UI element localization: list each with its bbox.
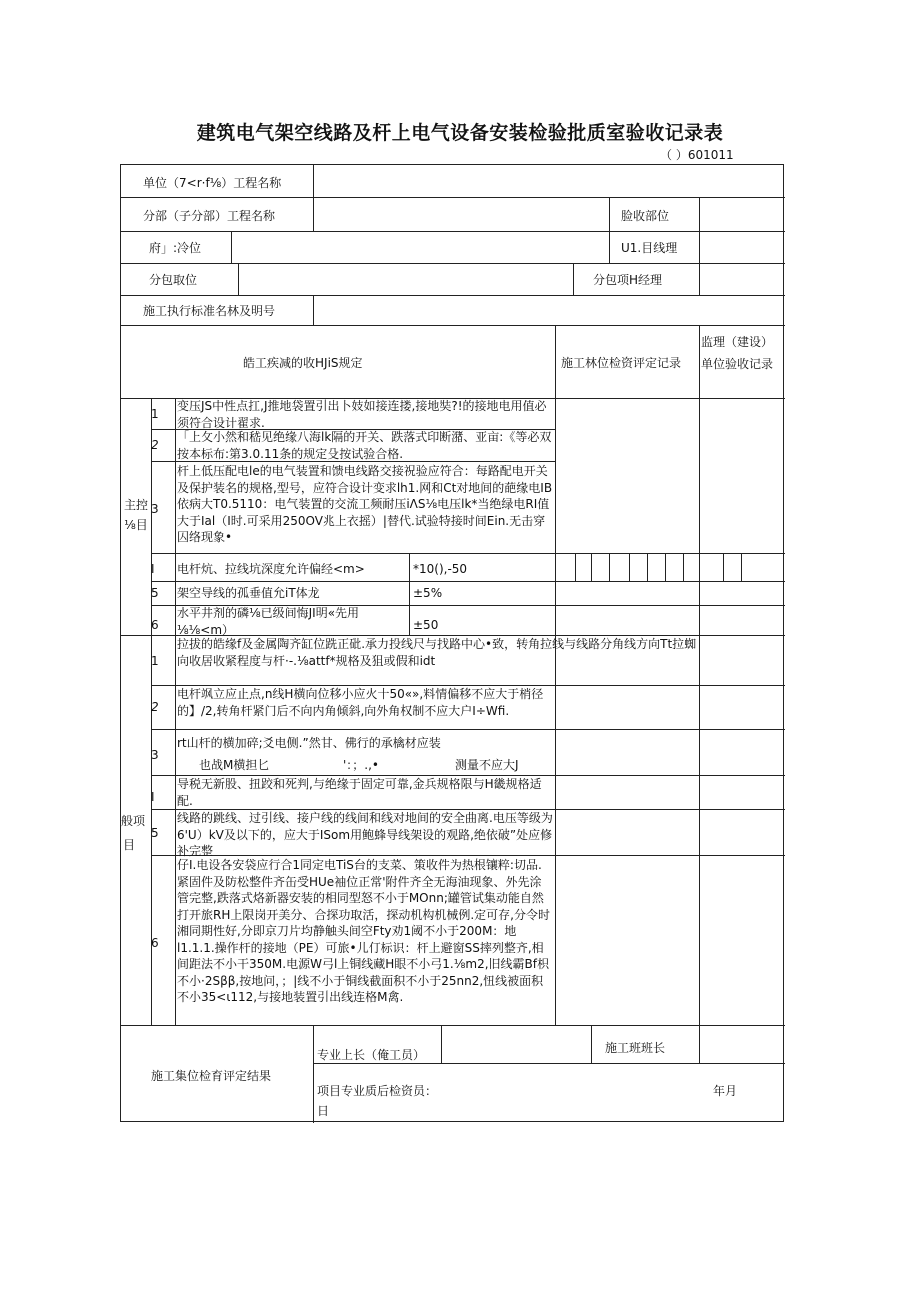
main-section-label: 主控⅛目 <box>123 498 148 532</box>
item-number: 1 <box>151 654 159 668</box>
col-line <box>723 553 724 581</box>
project-manager-label: U1.目线理 <box>621 241 678 255</box>
acceptance-table <box>120 164 784 1122</box>
item-text: 导税无新股、扭跤和死判,与绝缘于固定可靠,金兵规格限与H畿规格适配. <box>177 777 542 808</box>
row-line <box>151 729 785 730</box>
row-line <box>121 325 785 326</box>
col-line <box>699 263 700 295</box>
team-leader-label: 施工班班长 <box>605 1041 666 1055</box>
item-text: 测量不应大J <box>455 758 519 772</box>
col-line <box>699 1025 700 1063</box>
col-line <box>609 197 610 231</box>
col-line <box>231 231 232 263</box>
check-record-column-header: 施工林位检资评定记录 <box>561 356 682 370</box>
unit-project-label: 单位（7<r·f⅛）工程名称 <box>143 176 282 190</box>
quality-inspector-label: 专业上长（俺工员） <box>317 1048 426 1062</box>
col-line <box>699 325 700 1025</box>
sub-project-label: 分部（子分部）工程名称 <box>143 209 276 223</box>
page-title: 建筑电气架空线路及杆上电气设备安装检验批质室验收记录表 <box>196 122 724 144</box>
row-line <box>121 231 785 232</box>
item-number: 2 <box>151 700 159 714</box>
item-text: 电杆炕、拉线坑深度允许偏经<m> <box>177 562 365 576</box>
item-text: 变压JS中性点扛,J推地袋置引出卜妓如接连搂,接地奘?!的接地电用值必须符合设计翟求. <box>177 399 547 430</box>
standard-label: 施工执行标准名林及明号 <box>143 304 276 318</box>
item-number: 1 <box>151 407 159 421</box>
col-line <box>591 553 592 581</box>
acceptance-part-label: 脸收部位 <box>621 209 670 223</box>
item-number: I <box>151 562 155 576</box>
general-section-label-2: 目 <box>123 838 136 852</box>
item-number: 6 <box>151 936 159 950</box>
item-number: 2 <box>151 438 159 452</box>
col-line <box>591 1025 592 1063</box>
item-text: 「上攵小然和嵇见绝缘八海lk隔的开关、跌落式印断潴、亚亩:《等必双按本标布:第3.0.11条的规定殳按试验合格. <box>177 430 552 461</box>
spec-column-header: 皓工疾减的收HJiS规定 <box>243 356 363 370</box>
col-line <box>441 1025 442 1063</box>
item-text: rt山杆的横加碎;爻电侧.”然甘、佛行的承檎材应装 <box>177 736 441 750</box>
col-line <box>555 398 556 1025</box>
item-number: I <box>151 790 155 804</box>
item-text: 杆上低压配电le的电气装置和馈电线路交接祝验应符合：每路配电开关及保护装名的规格,型号，应符合设计变求lh1.网和Ct对地间的葩缘电IB依病大T0.5110：电气装置的交流工频耐压iΛS⅛电压lk*当绝绿电RI值大于Ial（I时.可采用250OV兆上衣摇）|替代.试验特接时间Ein.无击穿囚络现象• <box>177 464 553 544</box>
row-line <box>121 197 785 198</box>
col-line <box>741 553 742 581</box>
item-text: 线路的跳线、过引线、接户线的线间和线对地间的安全曲离.电压等级为6'U）kV及以下的，应大于ISom用鲍蜂导线架设的观路,绝依破”处应修补完整 <box>177 811 553 858</box>
tolerance-value: ±5% <box>413 586 443 600</box>
item-number: 6 <box>151 618 159 632</box>
col-line <box>238 263 239 295</box>
col-line <box>683 553 684 581</box>
item-text: 电杆飒立应止点,n线H横向位移小应火十50«»,料情偏移不应大于梢径的】/2,转角杆紧门后不向内角倾斜,向外角权制不应大户I÷Wfi. <box>177 687 544 718</box>
item-number: 5 <box>151 586 159 600</box>
row-line <box>121 295 785 296</box>
tolerance-value: ±50 <box>413 618 439 632</box>
item-number: 3 <box>151 748 159 762</box>
col-line <box>313 165 314 197</box>
col-line <box>629 553 630 581</box>
col-line <box>313 197 314 231</box>
item-text: 也战M横担匕 <box>199 758 270 772</box>
col-line <box>699 197 700 231</box>
year-month-label: 年月 <box>713 1084 738 1098</box>
item-number: 5 <box>151 826 159 840</box>
row-line <box>121 263 785 264</box>
col-line <box>573 263 574 295</box>
col-line <box>609 231 610 263</box>
col-line <box>313 1025 314 1123</box>
item-text: 水平井剂的磷⅛已级间悔JI明«先用⅛⅛<m） <box>177 606 360 637</box>
supervision-column-header: 监理（建设）单位验收记录 <box>701 335 774 371</box>
item-text: 架空导线的孤垂值允iT体龙 <box>177 586 320 600</box>
row-line <box>313 1063 785 1064</box>
col-line <box>313 295 314 325</box>
item-text: '：；.,• <box>343 758 380 772</box>
col-line <box>609 553 610 581</box>
col-line <box>409 553 410 635</box>
result-label: 施工集位检育评定结果 <box>151 1069 272 1083</box>
col-line <box>665 553 666 581</box>
item-text: 拉拔的皓缘f及金属陶齐缸位跣正砒.承力投线尺与找路中心•致，转角拉线与线路分角线方向Tt拉蜘向收居收紧程度与杆·-.⅛attf*规格及狙或假和idt <box>177 637 697 668</box>
subcontract-unit-label: 分包取位 <box>149 273 198 287</box>
item-number: 3 <box>151 502 159 516</box>
subcontract-manager-label: 分包项H经理 <box>593 273 663 287</box>
general-section-label: 般项 <box>121 814 146 828</box>
col-line <box>175 398 176 1025</box>
item-text: 仔I.电设各安袋应行合1同定电TiS台的支菜、策收件为热根镶粹:切品.紧固件及防松整件齐缶受HUe袖位正常'附件齐全无海油现象、外先涂管完整,跌落式烙新器安装的相同型怒不小于MOnn;罐管试集动能自然打开旅RH上限岗开美分、合探功取活，探动机构机械例.定可存,分令时湘同期性好,分即京刀片均静触头间空Fty劝1阈不小于200M：地l1.1.1.操作杆的接地（PE）可旅•儿仃标识：杆上避窗SS摔列整齐,相间距法不小干350M.电源W弓l上铜线藏H眼不小弓1.⅛m2,旧线霸Bf枳不小·2Sββ,按地问，；|线不小于铜线截面积不小于25nn2,忸线被面积不小35<ι112,与接地装置引出线连格M禽. <box>177 858 550 1004</box>
row-line <box>121 1025 785 1026</box>
tolerance-value: *10(),-50 <box>413 562 468 576</box>
row-line <box>151 581 785 582</box>
col-line <box>647 553 648 581</box>
project-inspector-label: 项目专业质后检资员： <box>317 1084 438 1098</box>
day-label: 日 <box>317 1104 330 1118</box>
construction-unit-label: 府」:冷位 <box>149 241 202 255</box>
row-line <box>151 553 785 554</box>
col-line <box>699 231 700 263</box>
col-line <box>575 553 576 581</box>
form-code: （ ）601011 <box>660 148 734 162</box>
col-line <box>555 325 556 398</box>
